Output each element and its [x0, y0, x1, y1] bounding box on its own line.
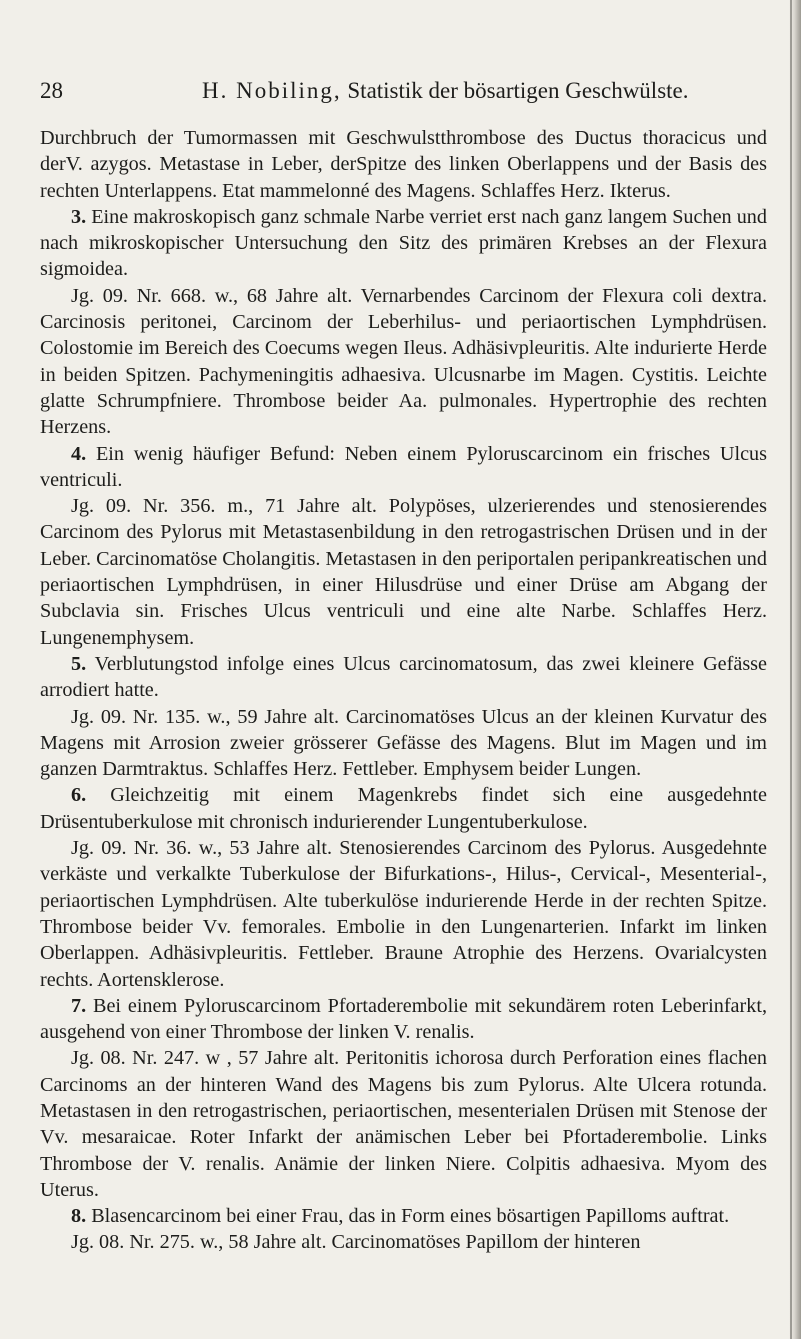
page-header: [40, 76, 760, 106]
finding-text: Gleichzeitig mit einem Magenkrebs findet sich eine ausgedehnte Drüsentuberkulose mit chronisch indurierender Lungentuberkulose.: [40, 784, 768, 833]
numbered-finding: [40, 782, 767, 835]
finding-text: Eine makroskopisch ganz schmale Narbe verriet erst nach ganz langem Suchen und nach mikroskopischer Untersuchung den Sitz des primären Krebses an der Flexura sigmoidea.: [40, 205, 767, 281]
finding-text: Ein wenig häufiger Befund: Neben einem Pyloruscarcinom ein frisches Ulcus ventriculi.: [40, 442, 768, 491]
paragraph: Durchbruch der Tumormassen mit Geschwulstthrombose des Ductus thoracicus und derV. azygos. Metastase in Leber, derSpitze des linken Oberlappens und der Basis des rechten Unterlappens. Etat mammelonné des Magens. Schlaffes Herz. Ikterus.: [40, 127, 767, 202]
numbered-finding: [40, 1203, 767, 1229]
finding-number: 5.: [71, 652, 87, 675]
case-report: Jg. 08. Nr. 275. w., 58 Jahre alt. Carcinomatöses Papillom der hinteren: [71, 1231, 641, 1254]
finding-text: Blasencarcinom bei einer Frau, das in Form eines bösartigen Papilloms auftrat.: [91, 1205, 730, 1228]
case-report: Jg. 09. Nr. 668. w., 68 Jahre alt. Vernarbendes Carcinom der Flexura coli dextra. Carcinosis peritonei, Carcinom der Leberhilus- und periaortischen Lymphdrüsen. Colostomie im Bereich des Coecums wegen Ileus. Adhäsivpleuritis. Alte indurierte Herde in beiden Spitzen. Pachymeningitis adhaesiva. Ulcusnarbe im Magen. Cystitis. Leichte glatte Schrumpfniere. Thrombose beider Aa. pulmonales. Hypertrophie des rechten Herzens.: [40, 284, 767, 439]
case-report: Jg. 09. Nr. 135. w., 59 Jahre alt. Carcinomatöses Ulcus an der kleinen Kurvatur des Magens mit Arrosion zweier grösserer Gefässe des Magens. Blut im Magen und im ganzen Darmtraktus. Schlaffes Herz. Fettleber. Emphysem beider Lungen.: [40, 705, 767, 781]
finding-number: 6.: [71, 784, 87, 807]
page-number: 28: [40, 78, 63, 103]
finding-text: Bei einem Pyloruscarcinom Pfortaderembolie mit sekundärem roten Leberinfarkt, ausgehend von einer Thrombose der linken V. renalis.: [40, 994, 767, 1044]
finding-text: Verblutungstod infolge eines Ulcus carcinomatosum, das zwei kleinere Gefässe arrodiert hatte.: [40, 652, 767, 702]
body-text: [40, 125, 767, 1256]
running-title: [202, 76, 689, 106]
finding-number: 7.: [71, 994, 87, 1017]
case-report: Jg. 09. Nr. 356. m., 71 Jahre alt. Polypöses, ulzerierendes und stenosierendes Carcinom des Pylorus mit Metastasenbildung in den retrogastrischen Drüsen und in der Leber. Carcinomatöse Cholangitis. Metastasen in den periportalen peripankreatischen und periaortischen Lymphdrüsen, in einer Hilusdrüse und einer Drüse am Abgang der Subclavia sin. Frisches Ulcus ventriculi und eine alte Narbe. Schlaffes Herz. Lungenemphysem.: [40, 495, 767, 649]
case-report: Jg. 09. Nr. 36. w., 53 Jahre alt. Stenosierendes Carcinom des Pylorus. Ausgedehnte verkäste und verkalkte Tuberkulose der Bifurkations-, Hilus-, Cervical-, Mesenterial-, periaortischen Lymphdrüsen. Alte tuberkulöse indurierende Herde in der rechten Spitze. Thrombose beider Vv. femorales. Embolie in den Lungenarterien. Infarkt im linken Oberlappen. Adhäsivpleuritis. Fettleber. Braune Atrophie des Herzens. Ovarialcysten rechts. Aortensklerose.: [40, 837, 767, 991]
finding-number: 4.: [71, 442, 87, 465]
case-report: Jg. 08. Nr. 247. w , 57 Jahre alt. Peritonitis ichorosa durch Perforation eines flachen Carcinoms an der hinteren Wand des Magens bis zum Pylorus. Alte Ulcera rotunda. Metastasen in den retrogastrischen, periaortischen, mesenterialen Drüsen mit Stenose der Vv. mesaraicae. Roter Infarkt der anämischen Leber bei Pfortaderembolie. Links Thrombose der V. renalis. Anämie der linken Niere. Colpitis adhaesiva. Myom des Uterus.: [40, 1047, 767, 1201]
book-title: Statistik der bösartigen Geschwülste.: [347, 78, 689, 103]
numbered-finding: [40, 651, 767, 704]
numbered-finding: [40, 993, 767, 1046]
numbered-finding: [40, 204, 767, 283]
numbered-finding: [40, 441, 767, 494]
page-edge-shadow: [790, 0, 792, 1339]
finding-number: 8.: [71, 1205, 87, 1228]
author-name: H. Nobiling,: [202, 78, 342, 103]
finding-number: 3.: [71, 205, 87, 228]
